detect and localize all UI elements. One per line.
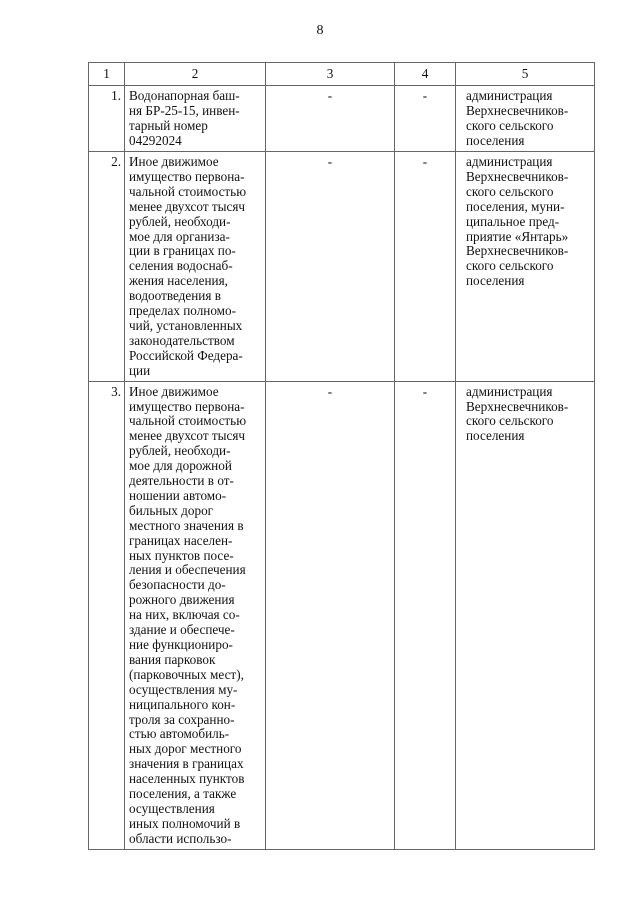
owner-line: ского сельского [466,258,554,274]
property-name-line: мое для дорожной [129,458,232,474]
property-name-line: населенных пунктов [129,771,245,787]
property-name-line: ции [129,362,151,378]
owner-line: поселения [466,132,525,148]
property-name-line: значения в границах [129,756,244,772]
owner-line: администрация [466,88,553,103]
property-name-line: имущество первона- [129,398,245,414]
property-name-line: деятельности в от- [129,473,234,489]
property-name-line: здание и обеспече- [129,622,235,638]
property-name-line: водоотведения в [129,288,221,304]
property-name-line: рублей, необходи- [129,213,231,229]
row-number: 1. [89,86,125,152]
property-name-line: стью автомобиль- [129,726,230,742]
property-name-line: вания парковок [129,651,216,667]
header-col-3: 3 [266,63,395,86]
property-name-line: иных полномочий в [129,815,241,831]
property-name-line: жения населения, [129,273,228,289]
property-name-line: бильных дорог [129,502,214,518]
property-name-line: рожного движения [129,592,235,608]
property-name-line: Водонапорная баш- [129,88,240,103]
owner-cell [456,152,595,382]
header-col-5: 5 [456,63,595,86]
page-number: 8 [316,23,324,38]
property-name-cell [125,381,266,849]
property-name-line: Иное движимое [129,154,219,169]
property-name-line: троля за сохранно- [129,711,235,727]
property-name-line: ции в границах по- [129,243,236,259]
table-row [89,86,595,152]
property-name-line: 04292024 [129,132,182,148]
owner-line: администрация [466,154,553,169]
property-table [88,62,595,850]
row-number: 3. [89,381,125,849]
property-name-line: Иное движимое [129,383,219,399]
owner-line: поселения [466,428,525,444]
header-col-2: 2 [125,63,266,86]
property-name-line: Российской Федера- [129,347,243,363]
col4-value: - [395,152,456,382]
table-header-row [89,63,595,86]
header-col-4: 4 [395,63,456,86]
property-name-line: ных дорог местного [129,741,242,757]
property-name-line: менее двухсот тысяч [129,198,246,214]
property-name-line: ня БР-25-15, инвен- [129,102,240,118]
owner-line: ского сельского [466,117,554,133]
property-name-line: области использо- [129,830,232,846]
property-name-line: менее двухсот тысяч [129,428,246,444]
col3-value: - [266,86,395,152]
col3-value: - [266,381,395,849]
property-name-line: границах населен- [129,532,233,548]
property-name-line: ных пунктов посе- [129,547,234,563]
property-name-line: на них, включая со- [129,607,240,623]
owner-cell [456,381,595,849]
table-row [89,381,595,849]
owner-line: администрация [466,383,553,399]
owner-line: приятие «Янтарь» [466,228,569,244]
col3-value: - [266,152,395,382]
owner-line: ского сельского [466,183,554,199]
property-name-line: безопасности до- [129,577,226,593]
owner-line: Верхнесвечников- [466,243,569,259]
property-name-line: чальной стоимостью [129,413,247,429]
property-name-cell [125,86,266,152]
property-name-line: чальной стоимостью [129,183,247,199]
table-row [89,152,595,382]
property-name-line: ношении автомо- [129,487,227,503]
owner-line: поселения, муни- [466,198,565,214]
property-name-line: мое для организа- [129,228,230,244]
col4-value: - [395,86,456,152]
col4-value: - [395,381,456,849]
header-col-1: 1 [89,63,125,86]
property-name-line: осуществления му- [129,681,238,697]
property-name-line: законодательством [129,332,235,348]
row-number: 2. [89,152,125,382]
property-name-line: тарный номер [129,117,208,133]
owner-cell [456,86,595,152]
property-name-line: местного значения в [129,517,244,533]
property-name-line: поселения, а также [129,786,237,802]
owner-line: ского сельского [466,413,554,429]
property-name-line: пределах полномо- [129,303,237,319]
property-name-line: (парковочных мест), [129,666,244,682]
property-name-line: ления и обеспечения [129,562,246,578]
owner-line: поселения [466,273,525,289]
owner-line: Верхнесвечников- [466,168,569,184]
property-name-line: имущество первона- [129,168,245,184]
property-name-line: рублей, необходи- [129,443,231,459]
property-name-line: осуществления [129,800,215,816]
property-name-line: селения водоснаб- [129,258,233,274]
property-name-cell [125,152,266,382]
owner-line: ципальное пред- [466,213,560,229]
property-name-line: ние функциониро- [129,637,233,652]
owner-line: Верхнесвечников- [466,102,569,118]
owner-line: Верхнесвечников- [466,398,569,414]
property-name-line: ниципального кон- [129,696,236,712]
property-name-line: чий, установленных [129,317,243,333]
